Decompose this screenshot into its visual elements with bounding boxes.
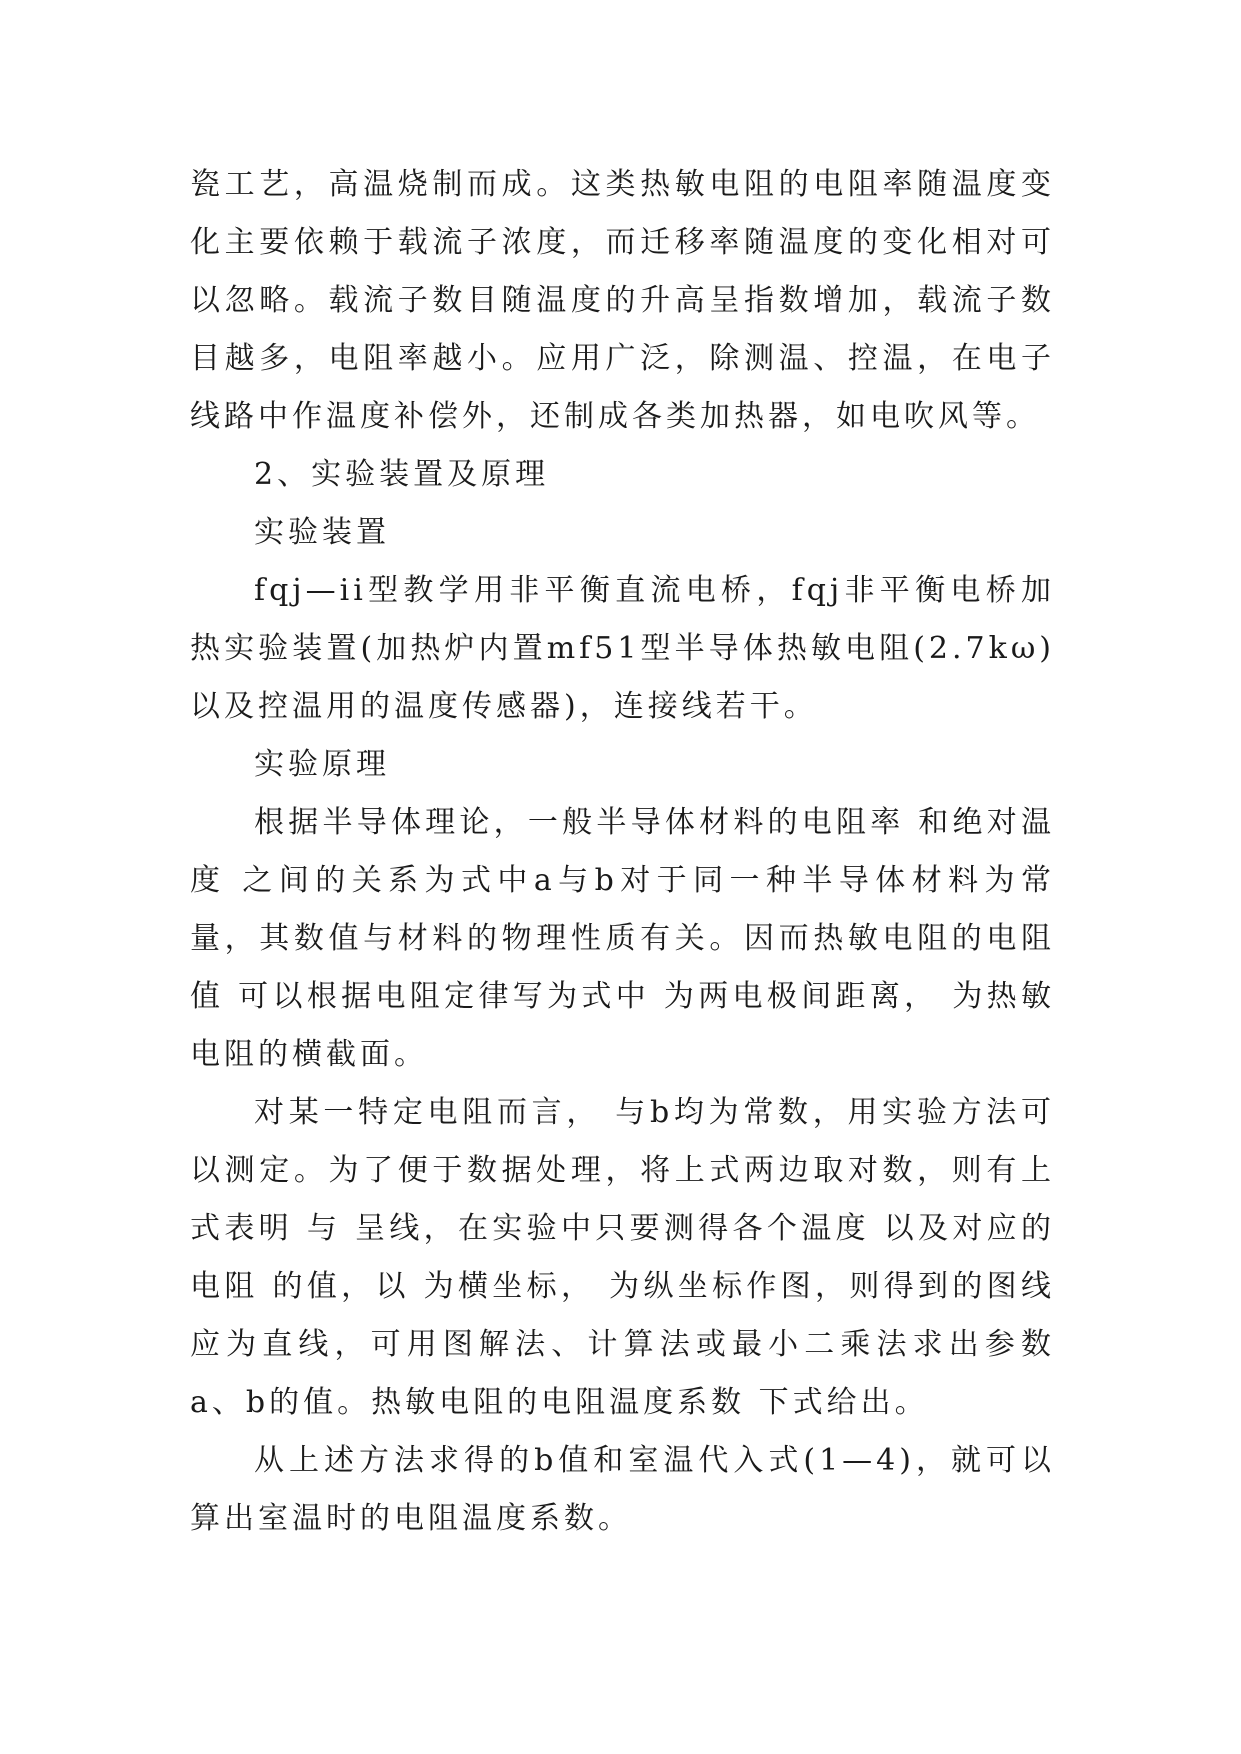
document-body <box>190 156 1055 1548</box>
subheading-principle: 实验原理 <box>254 747 390 782</box>
subheading-apparatus: 实验装置 <box>254 515 390 550</box>
paragraph-temperature-coefficient: 从上述方法求得的b值和室温代入式(1—4)，就可以算出室温时的电阻温度系数。 <box>190 1443 1055 1536</box>
section-heading-apparatus-principle: 2、实验装置及原理 <box>254 457 550 492</box>
paragraph-semiconductor-theory: 根据半导体理论，一般半导体材料的电阻率 和绝对温度 之间的关系为式中a与b对于同一种半导体材料为常量，其数值与材料的物理性质有关。因而热敏电阻的电阻值 可以根据电阻定律写为式中 为两电极间距离， 为热敏电阻的横截面。 <box>190 805 1055 1072</box>
paragraph-measurement-method: 对某一特定电阻而言， 与b均为常数，用实验方法可以测定。为了便于数据处理，将上式两边取对数，则有上式表明 与 呈线，在实验中只要测得各个温度 以及对应的电阻 的值，以 为横坐标， 为纵坐标作图，则得到的图线应为直线，可用图解法、计算法或最小二乘法求出参数 a、b的值。热敏电阻的电阻温度系数 下式给出。 <box>190 1095 1055 1420</box>
paragraph-thermistor-intro: 瓷工艺，高温烧制而成。这类热敏电阻的电阻率随温度变化主要依赖于载流子浓度，而迁移率随温度的变化相对可以忽略。载流子数目随温度的升高呈指数增加，载流子数目越多，电阻率越小。应用广泛，除测温、控温，在电子线路中作温度补偿外，还制成各类加热器，如电吹风等。 <box>190 167 1055 434</box>
paragraph-apparatus: fqj—ii型教学用非平衡直流电桥，fqj非平衡电桥加热实验装置(加热炉内置mf51型半导体热敏电阻(2.7kω)以及控温用的温度传感器)，连接线若干。 <box>190 573 1055 724</box>
